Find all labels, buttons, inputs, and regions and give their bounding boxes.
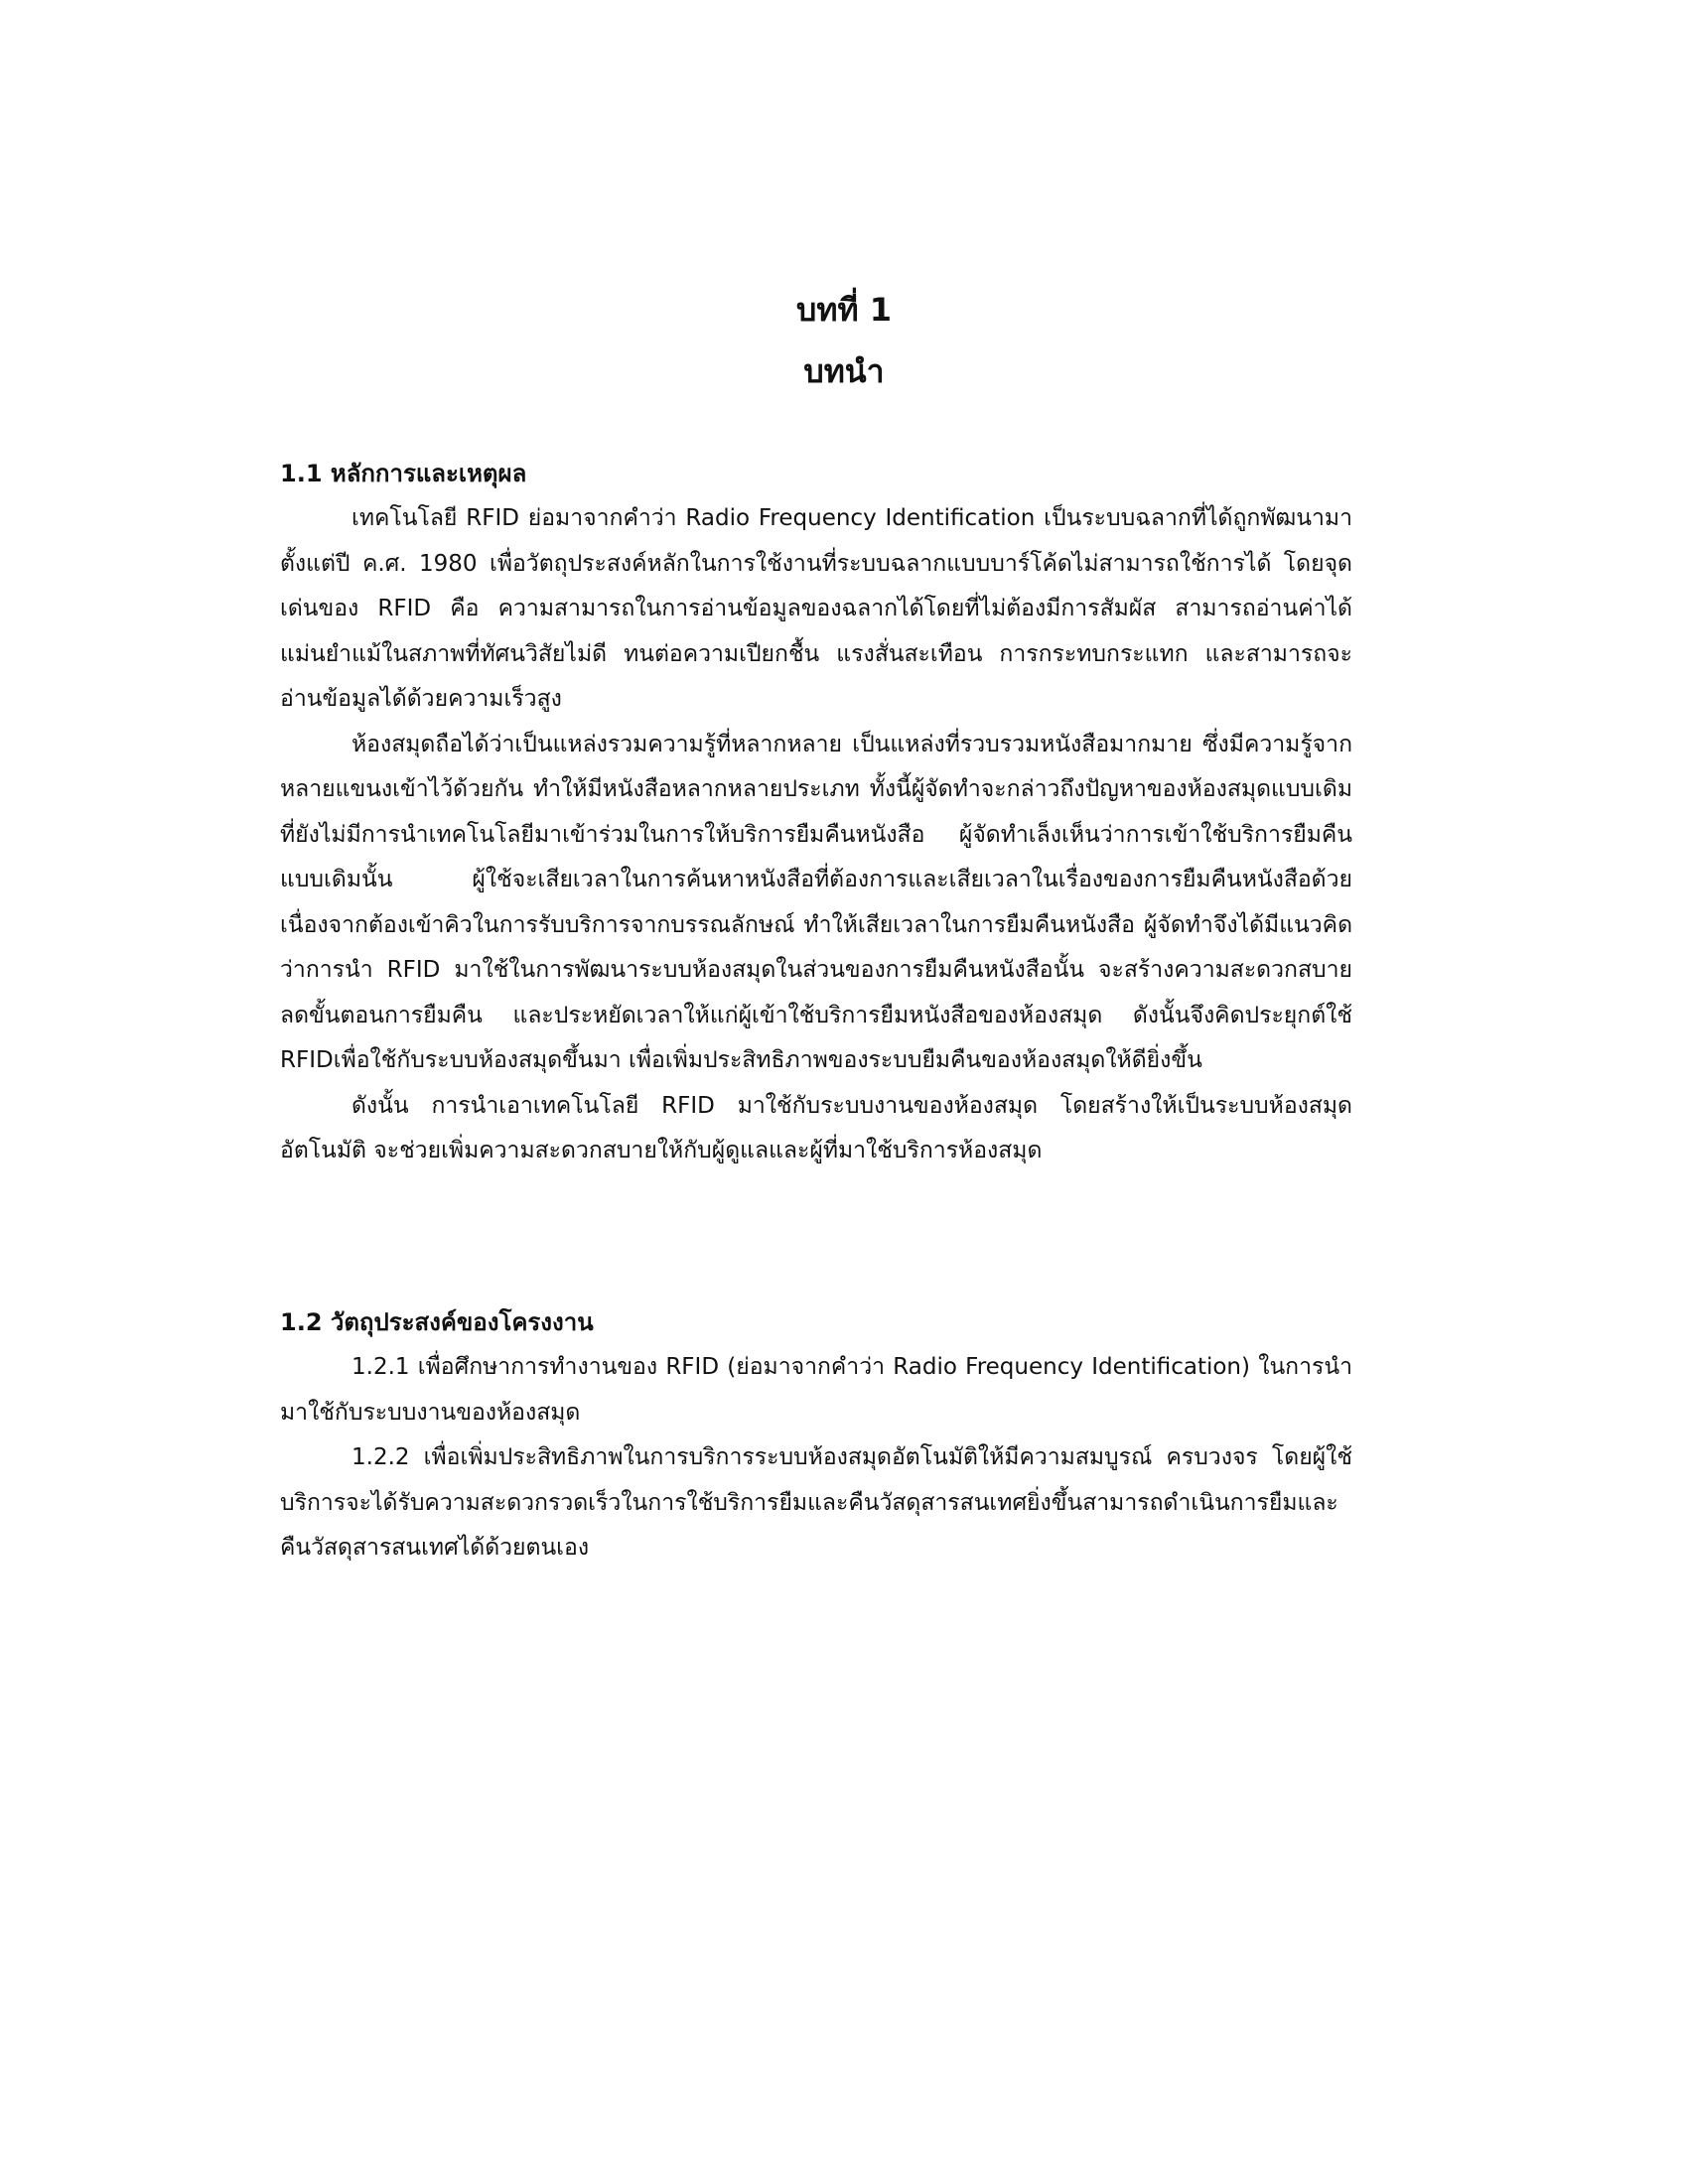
paragraph: ห้องสมุดถือได้ว่าเป็นแหล่งรวมความรู้ที่หลากหลาย เป็นแหล่งที่รวบรวมหนังสือมากมาย ซึ่งมีความรู้จากหลายแขนงเข้าไว้ด้วยกัน ทำให้มีหนังสือหลากหลายประเภท ทั้งนี้ผู้จัดทำจะกล่าวถึงปัญหาของห้องสมุดแบบเดิมที่ยังไม่มีการนำเทคโนโลยีมาเข้าร่วมในการให้บริการยืมคืนหนังสือ ผู้จัดทำเล็งเห็นว่าการเข้าใช้บริการยืมคืนแบบเดิมนั้น ผู้ใช้จะเสียเวลาในการค้นหาหนังสือที่ต้องการและเสียเวลาในเรื่องของการยืมคืนหนังสือด้วย เนื่องจากต้องเข้าคิวในการรับบริการจากบรรณลักษณ์ ทำให้เสียเวลาในการยืมคืนหนังสือ ผู้จัดทำจึงได้มีแนวคิดว่าการนำ RFID มาใช้ในการพัฒนาระบบห้องสมุดในส่วนของการยืมคืนหนังสือนั้น จะสร้างความสะดวกสบาย ลดขั้นตอนการยืมคืน และประหยัดเวลาให้แก่ผู้เข้าใช้บริการยืมหนังสือของห้องสมุด ดังนั้นจึงคิดประยุกต์ใช้ RFIDเพื่อใช้กับระบบห้องสมุดขึ้นมา เพื่อเพิ่มประสิทธิภาพของระบบยืมคืนของห้องสมุดให้ดียิ่งขึ้น xyxy=(280,731,1352,1073)
section-heading: 1.1 หลักการและเหตุผล xyxy=(280,460,527,487)
section-heading: 1.2 วัตถุประสงค์ของโครงงาน xyxy=(280,1308,594,1336)
section-objectives xyxy=(280,1300,1352,1571)
section-rationale xyxy=(280,452,1352,1174)
objective-item: 1.2.1 เพื่อศึกษาการทำงานของ RFID (ย่อมาจากคำว่า Radio Frequency Identification) ในการนำมาใช้กับระบบงานของห้องสมุด xyxy=(280,1354,1352,1426)
paragraph: ดังนั้น การนำเอาเทคโนโลยี RFID มาใช้กับระบบงานของห้องสมุด โดยสร้างให้เป็นระบบห้องสมุดอัตโนมัติ จะช่วยเพิ่มความสะดวกสบายให้กับผู้ดูแลและผู้ที่มาใช้บริการห้องสมุด xyxy=(280,1092,1352,1163)
objective-item: 1.2.2 เพื่อเพิ่มประสิทธิภาพในการบริการระบบห้องสมุดอัตโนมัติให้มีความสมบูรณ์ ครบวงจร โดยผู้ใช้บริการจะได้รับความสะดวกรวดเร็วในการใช้บริการยืมและคืนวัสดุสารสนเทศยิ่งขึ้นสามารถดำเนินการยืมและคืนวัสดุสารสนเทศได้ด้วยตนเอง xyxy=(280,1444,1352,1561)
chapter-title: บทนำ xyxy=(803,352,885,390)
paragraph: เทคโนโลยี RFID ย่อมาจากคำว่า Radio Frequency Identification เป็นระบบฉลากที่ได้ถูกพัฒนามาตั้งแต่ปี ค.ศ. 1980 เพื่อวัตถุประสงค์หลักในการใช้งานที่ระบบฉลากแบบบาร์โค้ดไม่สามารถใช้การได้ โดยจุดเด่นของ RFID คือ ความสามารถในการอ่านข้อมูลของฉลากได้โดยที่ไม่ต้องมีการสัมผัส สามารถอ่านค่าได้แม่นยำแม้ในสภาพที่ทัศนวิสัยไม่ดี ทนต่อความเปียกชื้น แรงสั่นสะเทือน การกระทบกระแทก และสามารถจะอ่านข้อมูลได้ด้วยความเร็วสูง xyxy=(280,505,1352,712)
chapter-number: บทที่ 1 xyxy=(796,291,892,329)
